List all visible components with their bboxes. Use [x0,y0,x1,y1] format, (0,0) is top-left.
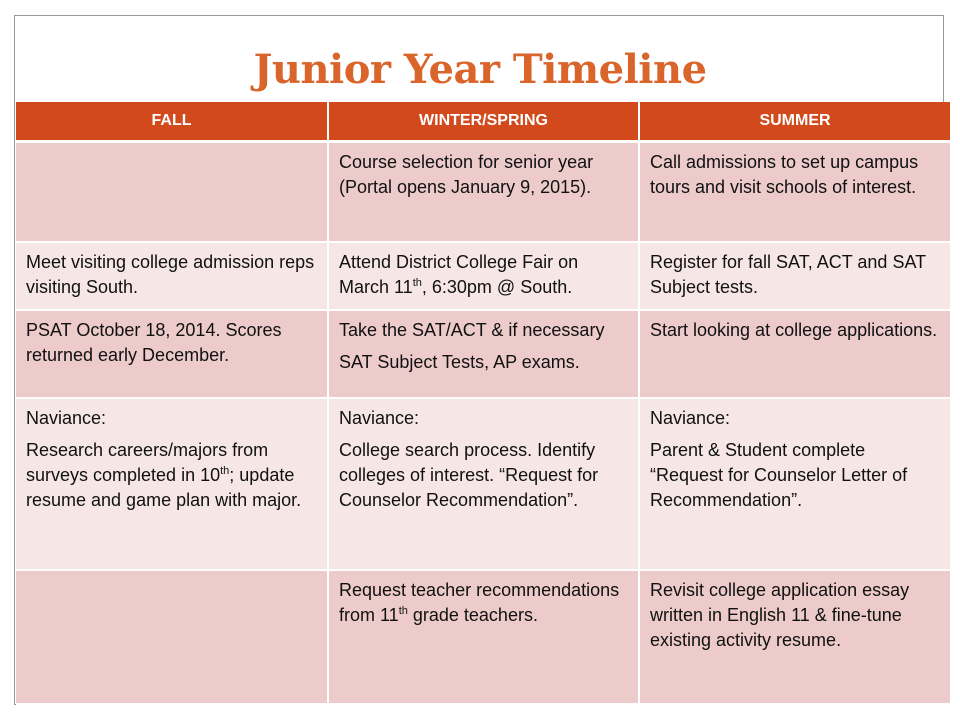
cell-fall [16,570,328,704]
cell-fall: PSAT October 18, 2014. Scores returned early December. [16,310,328,398]
cell-body: Parent & Student complete “Request for Counselor Letter of Recommendation”. [650,439,908,510]
superscript: th [220,464,230,477]
header-winter-spring: WINTER/SPRING [328,102,639,142]
superscript: th [398,604,408,617]
cell-text: grade teachers. [407,604,538,625]
table-row [16,142,950,242]
cell-winter-spring [328,570,639,704]
cell-text: Research careers/majors from surveys completed in 10 [26,439,269,485]
naviance-heading: Naviance: [26,407,107,428]
cell-summer: Call admissions to set up campus tours and visit schools of interest. [639,142,950,242]
table-header-row [16,102,950,142]
table-row [16,310,950,398]
cell-line: SAT Subject Tests, AP exams. [339,351,580,372]
cell-summer: Start looking at college applications. [639,310,950,398]
cell-winter-spring [328,310,639,398]
table-row [16,570,950,704]
cell-body: College search process. Identify colleges of interest. “Request for Counselor Recommendation”. [339,439,599,510]
cell-text: ; update resume and game plan with major. [26,464,302,510]
cell-winter-spring [328,398,639,570]
table-row [16,242,950,310]
page-title: Junior Year Timeline [253,46,707,93]
header-fall: FALL [16,102,328,142]
superscript: th [412,276,422,289]
cell-text: Request teacher recommendations from 11 [339,579,620,625]
cell-winter-spring: Course selection for senior year (Portal opens January 9, 2015). [328,142,639,242]
header-summer: SUMMER [639,102,950,142]
cell-body [26,438,318,513]
naviance-heading: Naviance: [650,407,731,428]
cell-summer [639,398,950,570]
cell-fall [16,142,328,242]
cell-fall: Meet visiting college admission reps visiting South. [16,242,328,310]
cell-line: Take the SAT/ACT & if necessary [339,319,605,340]
table-row [16,398,950,570]
cell-winter-spring [328,242,639,310]
cell-summer: Register for fall SAT, ACT and SAT Subject tests. [639,242,950,310]
cell-text: , 6:30pm @ South. [421,276,573,297]
cell-summer: Revisit college application essay written in English 11 & fine-tune existing activity resume. [639,570,950,704]
naviance-heading: Naviance: [339,407,420,428]
cell-fall [16,398,328,570]
cell-text: Attend District College Fair on March 11 [339,251,579,297]
timeline-table [16,102,950,705]
